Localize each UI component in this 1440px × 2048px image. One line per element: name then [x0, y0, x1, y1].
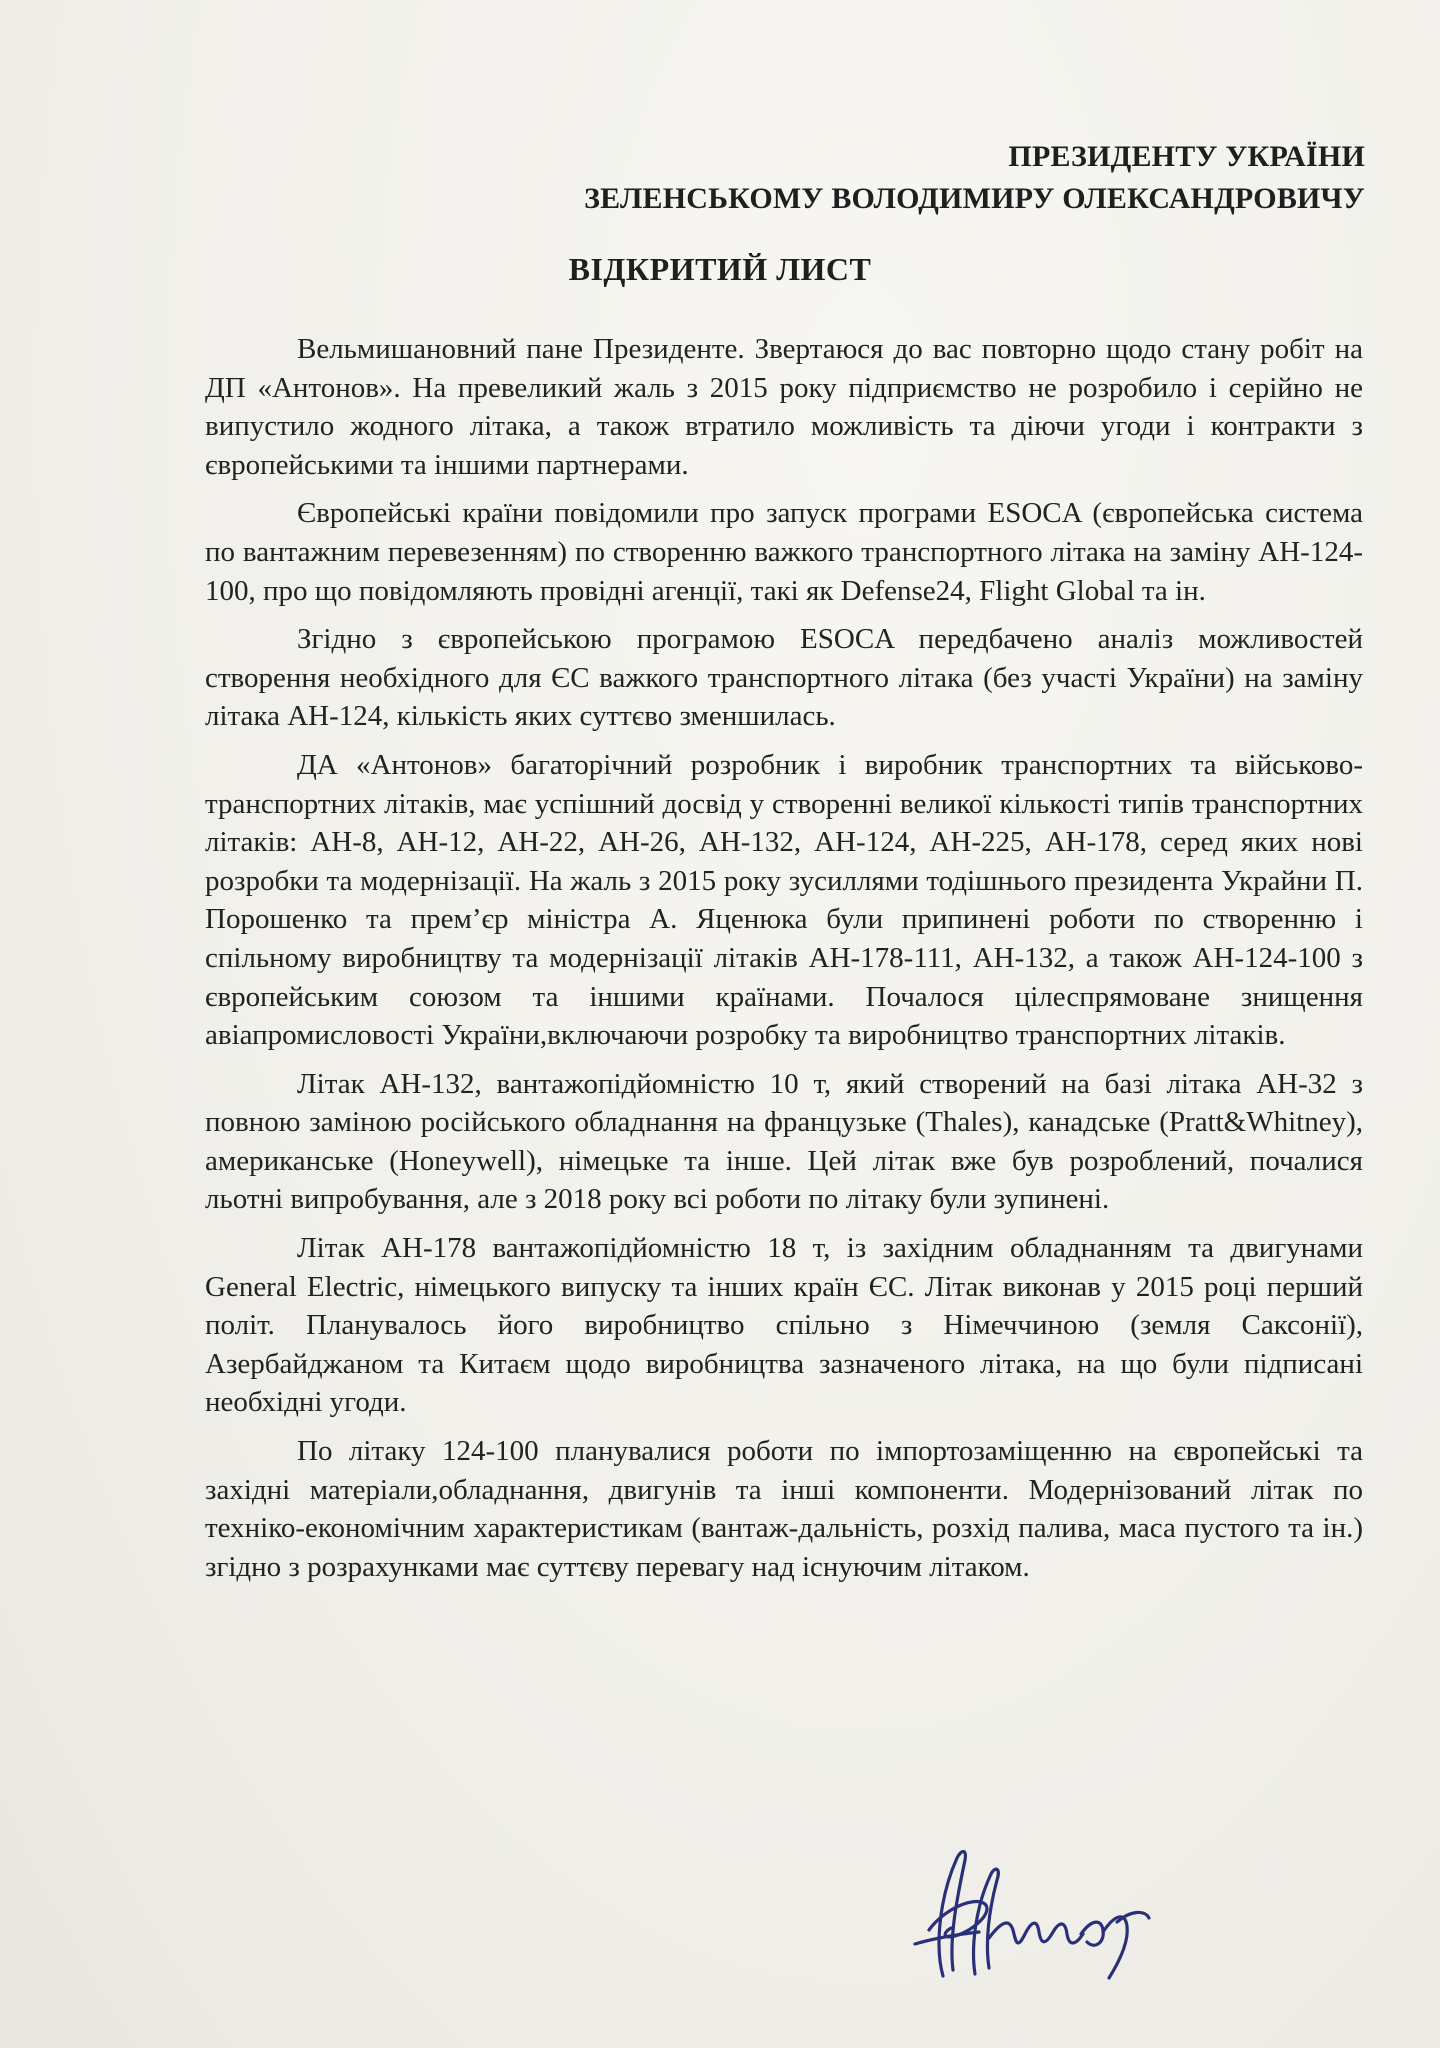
- addressee-block: [584, 136, 1365, 220]
- addressee-line-1: ПРЕЗИДЕНТУ УКРАЇНИ: [1008, 140, 1365, 173]
- addressee-line-2: ЗЕЛЕНСЬКОМУ ВОЛОДИМИРУ ОЛЕКСАНДРОВИЧУ: [584, 182, 1365, 215]
- paragraph-2: Європейські країни повідомили про запуск програми ESOCA (європейська система по вантажним перевезенням) по створенню важкого транспортного літака на заміну АН-124-100, про що повідомляють провідні агенції, такі як Defense24, Flight Global та ін.: [205, 497, 1363, 607]
- handwritten-signature-icon: [905, 1838, 1165, 1988]
- paragraph-5: Літак АН-132, вантажопідйомністю 10 т, який створений на базі літака АН-32 з повною заміною російського обладнання на французьке (Thales), канадське (Pratt&Whitney), американське (Honeywell), німецьке та інше. Цей літак вже був розроблений, почалися льотні випробування, але з 2018 року всі роботи по літаку були зупинені.: [205, 1067, 1363, 1216]
- paragraph-3: Згідно з європейською програмою ESOCA передбачено аналіз можливостей створення необхідного для ЄС важкого транспортного літака (без участі України) на заміну літака АН-124, кількість яких суттєво зменшилась.: [205, 623, 1363, 733]
- paragraph-6: Літак АН-178 вантажопідйомністю 18 т, із західним обладнанням та двигунами General Electric, німецького випуску та інших країн ЄС. Літак виконав у 2015 році перший політ. Планувалось його виробництво спільно з Німеччиною (земля Саксонії), Азербайджаном та Китаєм щодо виробництва зазначеного літака, на що були підписані необхідні угоди.: [205, 1232, 1363, 1419]
- letter-body: [205, 330, 1363, 1596]
- letter-title: ВІДКРИТИЙ ЛИСТ: [568, 251, 872, 287]
- paragraph-4: ДА «Антонов» багаторічний розробник і виробник транспортних та військово-транспортних літаків, має успішний досвід у створенні великої кількості типів транспортних літаків: АН-8, АН-12, АН-22, АН-26, АН-132, АН-124, АН-225, АН-178, серед яких нові розробки та модернізації. На жаль з 2015 року зусиллями тодішнього президента Украйни П. Порошенко та прем’єр міністра А. Яценюка були припинені роботи по створенню і спільному виробництву та модернізації літаків АН-178-111, АН-132, а також АН-124-100 з європейським союзом та іншими країнами. Почалося цілеспрямоване знищення авіапромисловості України,включаючи розробку та виробництво транспортних літаків.: [205, 748, 1363, 1052]
- paragraph-1: Вельмишановний пане Президенте. Звертаюся до вас повторно щодо стану робіт на ДП «Антонов». На превеликий жаль з 2015 року підприємство не розробило і серійно не випустило жодного літака, а також втратило можливість та діючи угоди і контракти з європейськими та іншими партнерами.: [205, 333, 1363, 481]
- paragraph-7: По літаку 124-100 планувалися роботи по імпортозаміщенню на європейські та західні матеріали,обладнання, двигунів та інші компоненти. Модернізований літак по техніко-економічним характеристикам (вантаж-дальність, розхід палива, маса пустого та ін.) згідно з розрахунками має суттєву перевагу над існуючим літаком.: [205, 1435, 1363, 1583]
